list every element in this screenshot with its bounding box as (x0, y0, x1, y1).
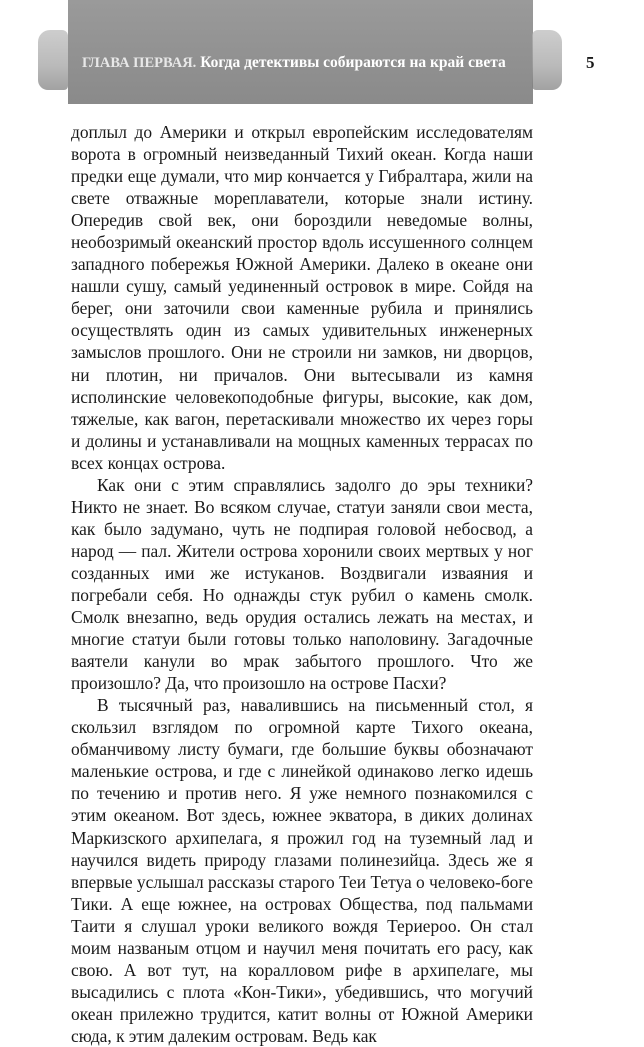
header-ornament-left (38, 30, 68, 90)
page-number: 5 (586, 53, 595, 72)
paragraph: Как они с этим справлялись задолго до эры техники? Никто не знает. Во всяком случае, статуи заняли свои места, как было задумано, чуть не подпирая головой небосвод, а народ — пал. Жители острова хоронили своих мертвых у ног созданных ими же истуканов. Воздвигали изваяния и погребали себя. Но однажды стук рубил о камень смолк. Смолк внезапно, ведь орудия остались лежать на местах, и многие статуи были готовы только наполовину. Загадочные ваятели канули во мрак забытого прошлого. Что же произошло? Да, что произошло на острове Пасхи? (71, 474, 533, 694)
chapter-label: ГЛАВА ПЕРВАЯ. (82, 55, 197, 71)
running-header (82, 54, 506, 72)
chapter-title: Когда детективы собираются на край света (200, 54, 506, 71)
running-header-band (68, 0, 533, 104)
body-text (71, 121, 533, 1047)
paragraph-continued: доплыл до Америки и открыл европейским исследователям ворота в огромный неизведанный Тихий океан. Когда наши предки еще думали, что мир кончается у Гибралтара, жили на свете отважные мореплаватели, которые знали истину. Опередив свой век, они бороздили неведомые волны, необозримый океанский простор вдоль иссушенного солнцем западного побережья Южной Америки. Далеко в океане они нашли сушу, самый уединенный островок в мире. Сойдя на берег, они заточили свои каменные рубила и принялись осуществлять один из самых удивительных инженерных замыслов прошлого. Они не строили ни замков, ни дворцов, ни плотин, ни причалов. Они вытесывали из камня исполинские человекоподобные фигуры, высокие, как дом, тяжелые, как вагон, перетаскивали множество их через горы и долины и устанавливали на мощных каменных террасах по всех концах острова. (71, 122, 533, 473)
header-ornament-right (532, 30, 562, 90)
paragraph: В тысячный раз, навалившись на письменный стол, я скользил взглядом по огромной карте Тихого океана, обманчивому листу бумаги, где большие буквы обозначают маленькие острова, и где с линейкой одинаково легко идешь по течению и против него. Я уже немного познакомился с этим океаном. Вот здесь, южнее экватора, в диких долинах Маркизского архипелага, я прожил год на туземный лад и научился видеть природу глазами полинезийца. Здесь же я впервые услышал рассказы старого Теи Тетуа о человеко-боге Тики. А еще южнее, на островах Общества, под пальмами Таити я слушал уроки великого вождя Териероо. Он стал моим названым отцом и научил меня почитать его расу, как свою. А вот тут, на коралловом рифе в архипелаге, мы высадились с плота «Кон-Тики», убедившись, что могучий океан прилежно трудится, катит волны от Южной Америки сюда, к этим далеким островам. Ведь как (71, 695, 533, 1046)
